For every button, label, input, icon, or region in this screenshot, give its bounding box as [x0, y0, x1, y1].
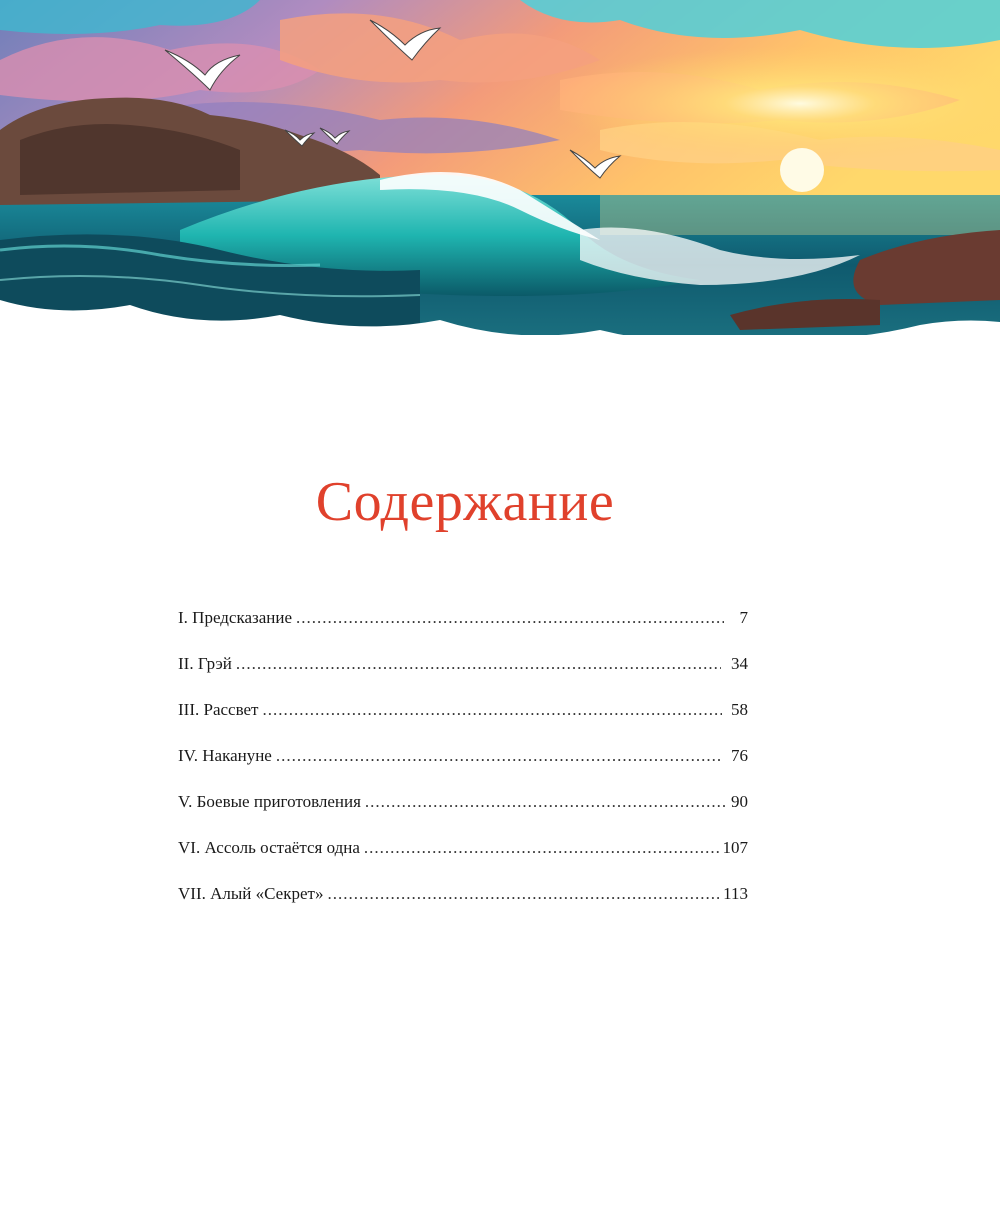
- toc-entry-label: VI. Ассоль остаётся одна: [178, 838, 360, 857]
- dot-leader: [364, 838, 719, 858]
- toc-entry-label: IV. Накануне: [178, 746, 272, 765]
- table-of-contents: [178, 608, 748, 930]
- seascape-illustration: [0, 0, 1000, 360]
- page-title: Содержание: [315, 471, 615, 533]
- toc-entry-page: 76: [731, 746, 748, 765]
- dot-leader: [296, 608, 724, 628]
- dot-leader: [327, 884, 719, 904]
- toc-entry-page: 7: [739, 608, 748, 627]
- toc-entry-page: 34: [731, 654, 748, 673]
- toc-entry-6[interactable]: [178, 838, 748, 884]
- dot-leader: [236, 654, 721, 674]
- dot-leader: [262, 700, 722, 720]
- toc-entry-7[interactable]: [178, 884, 748, 930]
- toc-entry-page: 90: [731, 792, 748, 811]
- toc-entry-label: V. Боевые приготовления: [178, 792, 361, 811]
- toc-entry-5[interactable]: [178, 792, 748, 838]
- toc-entry-1[interactable]: [178, 608, 748, 654]
- toc-entry-page: 113: [723, 884, 748, 903]
- toc-entry-label: VII. Алый «Секрет»: [178, 884, 324, 903]
- toc-entry-2[interactable]: [178, 654, 748, 700]
- seascape-svg: [0, 0, 1000, 360]
- dot-leader: [276, 746, 723, 766]
- toc-entry-label: II. Грэй: [178, 654, 232, 673]
- toc-entry-3[interactable]: [178, 700, 748, 746]
- toc-entry-page: 58: [731, 700, 748, 719]
- toc-entry-label: I. Предсказание: [178, 608, 293, 627]
- toc-entry-label: III. Рассвет: [178, 700, 259, 719]
- dot-leader: [365, 792, 727, 812]
- toc-entry-4[interactable]: [178, 746, 748, 792]
- toc-entry-page: 107: [722, 838, 748, 857]
